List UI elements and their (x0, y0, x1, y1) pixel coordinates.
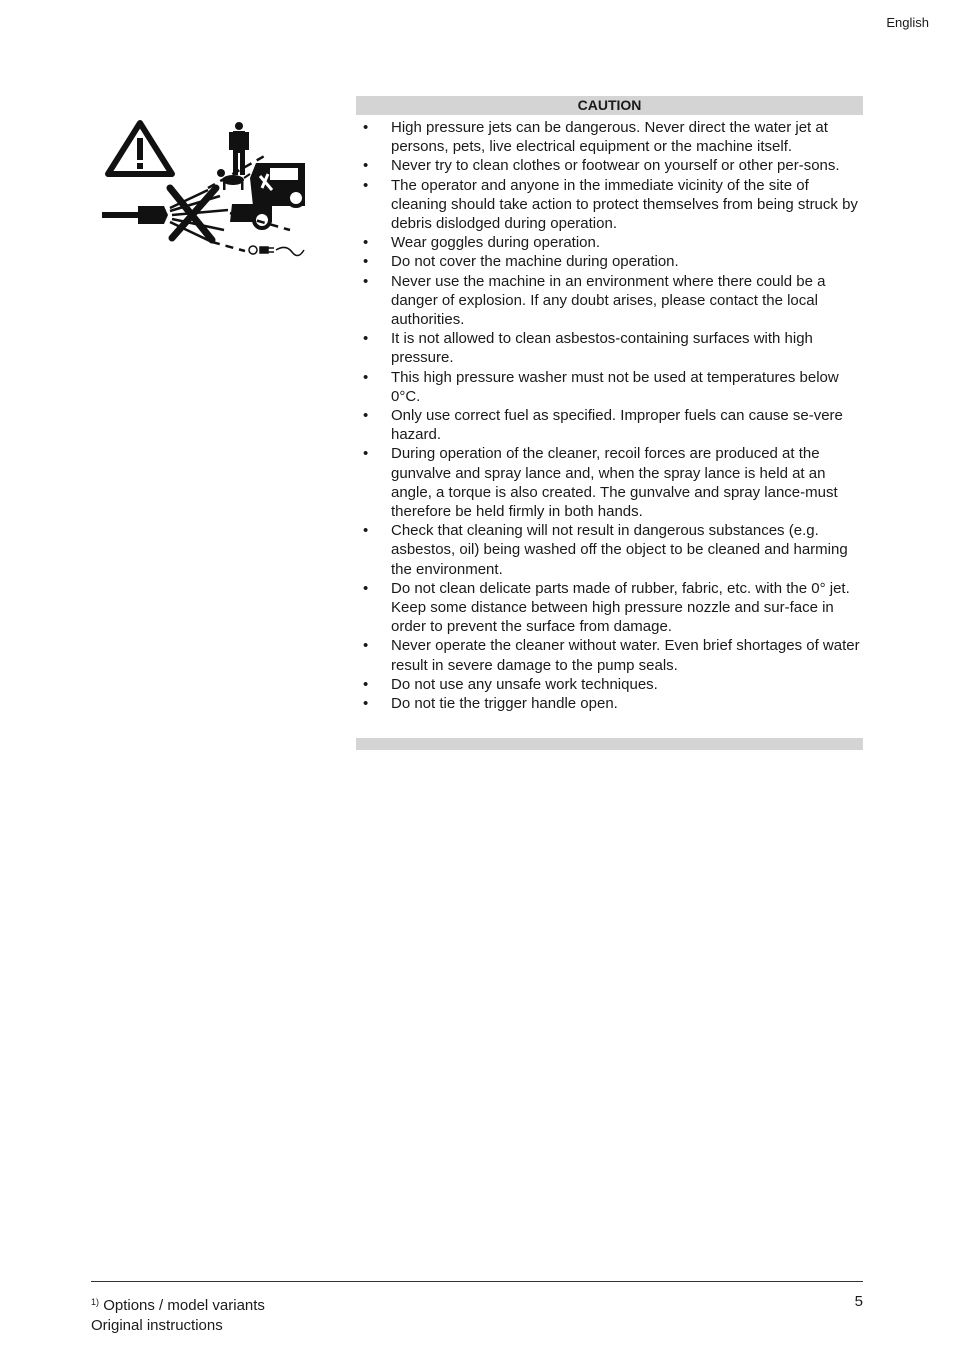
footer-divider (91, 1281, 863, 1282)
list-item: • Do not tie the trigger handle open. (363, 695, 618, 713)
caution-list (356, 118, 863, 713)
caution-footer-bar (356, 738, 863, 750)
list-item: • Do not use any unsafe work techniques. (363, 675, 658, 693)
list-item: • Wear goggles during operation. (363, 234, 601, 252)
list-item: • High pressure jets can be dangerous. Never direct the water jet at persons, pets, live electrical equipment or the machine itself. (363, 119, 828, 156)
list-item: • Never operate the cleaner without water. Even brief shortages of water result in severe damage to the pump seals. (363, 637, 860, 674)
document-subtitle: Original instructions (91, 1317, 223, 1334)
page-number: 5 (854, 1293, 863, 1310)
list-item: • Never use the machine in an environment where there could be a danger of explosion. If any doubt arises, please contact the local authorities. (363, 272, 826, 329)
footer-notes (91, 1292, 265, 1336)
warning-illustration (100, 118, 305, 263)
electric-plug-icon (249, 246, 304, 256)
list-item: • Check that cleaning will not result in dangerous substances (e.g. asbestos, oil) being washed off the object to be cleaned and harming the environment. (363, 522, 848, 578)
list-item: • The operator and anyone in the immediate vicinity of the site of cleaning should take action to protect themselves from being struck by debris dislodged during operation. (363, 176, 858, 233)
footnote (91, 1292, 265, 1316)
list-item: • Do not cover the machine during operation. (363, 253, 679, 271)
list-item: • Do not clean delicate parts made of rubber, fabric, etc. with the 0° jet. Keep some distance between high pressure nozzle and sur-face in order to prevent the surface from damage. (363, 579, 850, 636)
footnote-text: Options / model variants (103, 1297, 265, 1314)
warning-triangle-icon (108, 123, 172, 174)
spray-lance-icon (102, 206, 168, 224)
footnote-marker: 1) (91, 1297, 100, 1307)
list-item: • This high pressure washer must not be used at temperatures below 0°C. (363, 368, 839, 405)
list-item: • Never try to clean clothes or footwear on yourself or other per-sons. (363, 157, 840, 175)
caution-title: CAUTION (356, 96, 863, 115)
list-item: • Only use correct fuel as specified. Improper fuels can cause se-vere hazard. (363, 407, 843, 444)
list-item: • It is not allowed to clean asbestos-containing surfaces with high pressure. (363, 330, 813, 367)
language-label: English (886, 15, 929, 30)
list-item: • During operation of the cleaner, recoil forces are produced at the gunvalve and spray lance and, when the spray lance is held at an angle, a torque is also created. The gunvalve and spray lance-must therefore be held firmly in both hands. (363, 445, 838, 521)
